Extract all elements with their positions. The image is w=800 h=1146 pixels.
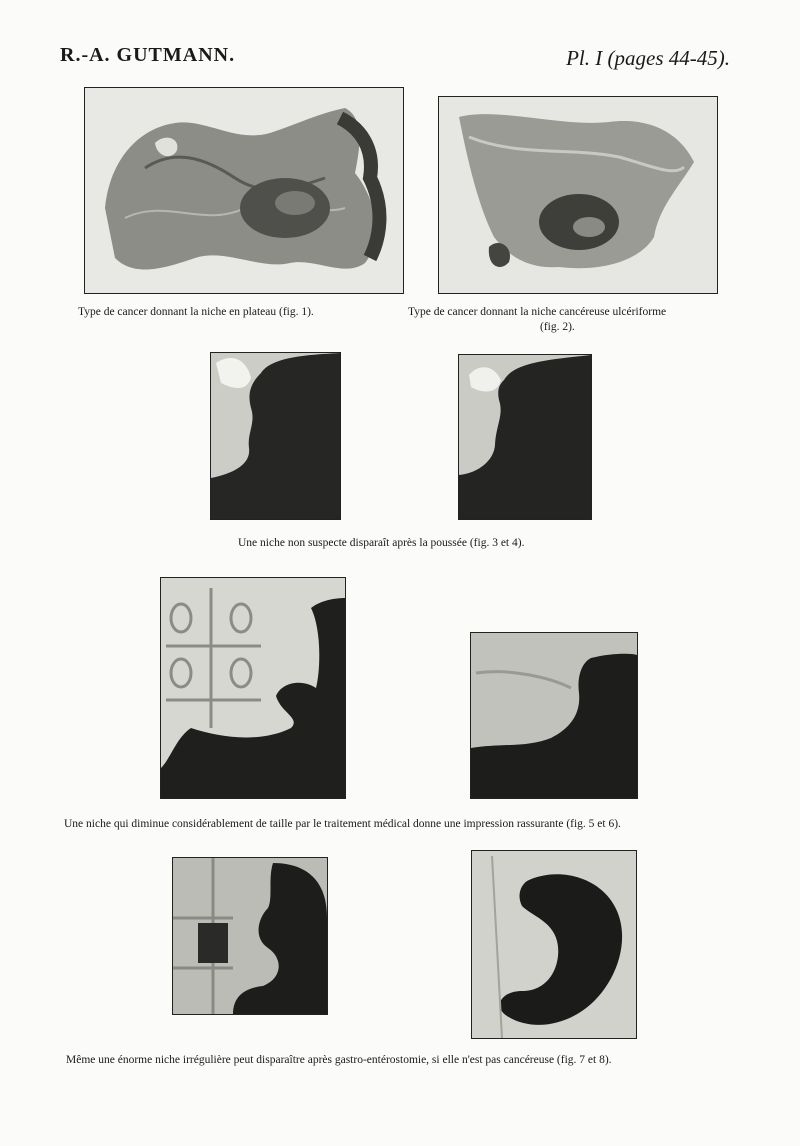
figure-3-radiograph (210, 352, 341, 520)
figures-5-6-caption: Une niche qui diminue considérablement de taille par le traitement médical donne une impression rassurante (fig. 5 et 6). (64, 818, 621, 830)
plate-reference: Pl. I (pages 44-45). (566, 46, 730, 70)
figures-7-8-caption: Même une énorme niche irrégulière peut disparaître après gastro-entérostomie, si elle n'est pas cancéreuse (fig. 7 et 8). (66, 1054, 612, 1066)
figure-8-radiograph (471, 850, 637, 1039)
figure-2-caption-line-1: Type de cancer donnant la niche cancéreuse ulcériforme (408, 306, 667, 318)
figure-2-caption-line-2: (fig. 2). (540, 321, 575, 333)
figure-1-caption: Type de cancer donnant la niche en plateau (fig. 1). (78, 306, 314, 318)
figure-6-radiograph (470, 632, 638, 799)
figure-5-radiograph (160, 577, 346, 799)
figure-2-specimen-photo (438, 96, 718, 294)
figure-4-radiograph (458, 354, 592, 520)
figure-1-specimen-photo (84, 87, 404, 294)
figures-3-4-caption: Une niche non suspecte disparaît après la poussée (fig. 3 et 4). (238, 537, 525, 549)
author-heading: R.-A. GUTMANN. (60, 44, 236, 66)
figure-7-radiograph (172, 857, 328, 1015)
